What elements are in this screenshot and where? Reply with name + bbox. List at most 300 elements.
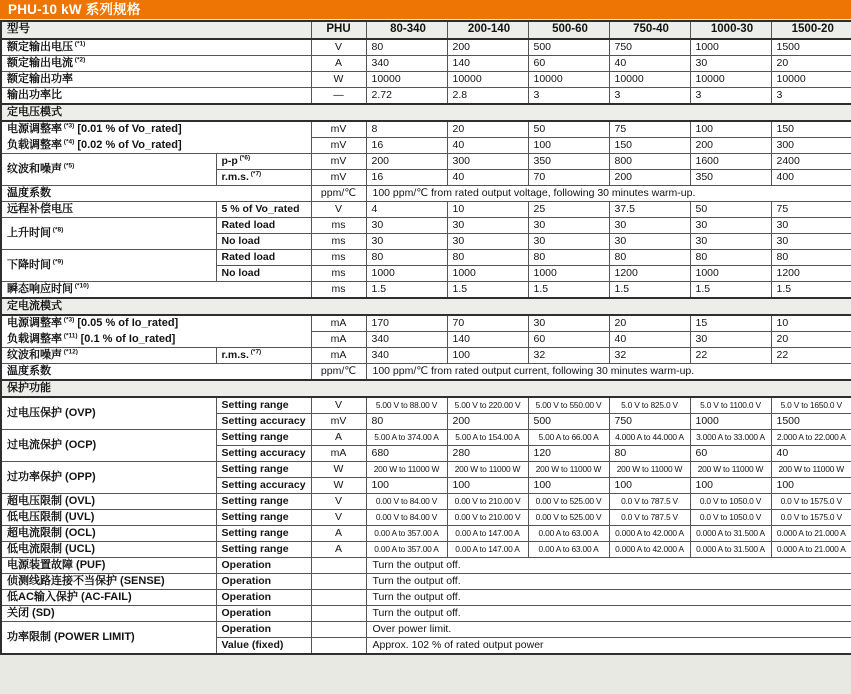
row-cv-temp-coefficient [1, 186, 851, 202]
cell: 3 [528, 88, 609, 105]
cell: 0.00 A to 63.00 A [528, 542, 609, 558]
cell: 3.000 A to 33.000 A [690, 430, 771, 446]
cell: 20 [609, 315, 690, 332]
cell: 120 [528, 446, 609, 462]
cell: W [311, 462, 366, 478]
cell: 140 [447, 332, 528, 348]
row-sense [1, 574, 851, 590]
row-cc-temp-coefficient [1, 364, 851, 381]
cell: 30 [690, 234, 771, 250]
cell: 30 [528, 315, 609, 332]
cell: 1600 [690, 154, 771, 170]
row-rise-time-rated [1, 218, 851, 234]
cell: 50 [528, 121, 609, 138]
cell: 过电压保护 (OVP) [1, 397, 216, 430]
cell: Turn the output off. [366, 590, 851, 606]
cell: mV [311, 138, 366, 154]
row-cv-load-regulation [1, 138, 851, 154]
cell: 1.5 [528, 282, 609, 299]
cell: Operation [216, 590, 311, 606]
cell: 100 [366, 478, 447, 494]
cell: 200 W to 11000 W [528, 462, 609, 478]
cell: 100 [609, 478, 690, 494]
cell: 1500 [771, 39, 851, 56]
cell: 80-340 [366, 21, 447, 39]
cell: Rated load [216, 218, 311, 234]
cell: 30 [447, 218, 528, 234]
title-bar [0, 0, 851, 19]
row-ucl-range [1, 542, 851, 558]
cell: 200 W to 11000 W [447, 462, 528, 478]
cell: 0.00 A to 357.00 A [366, 542, 447, 558]
cell: 5.00 A to 154.00 A [447, 430, 528, 446]
cell: 22 [690, 348, 771, 364]
cell: 200 [366, 154, 447, 170]
cell: 0.00 V to 525.00 V [528, 510, 609, 526]
cell: mV [311, 414, 366, 430]
cell: 30 [771, 218, 851, 234]
cell: 下降时间 $^{(*9)}$ [1, 250, 216, 282]
row-cc-line-regulation [1, 315, 851, 332]
row-puf [1, 558, 851, 574]
cell: 30 [690, 56, 771, 72]
cell: 37.5 [609, 202, 690, 218]
cell: 型号 [1, 21, 311, 39]
row-ac-fail [1, 590, 851, 606]
cell: ms [311, 250, 366, 266]
cell: mA [311, 348, 366, 364]
cell: 关闭 (SD) [1, 606, 216, 622]
cell: 30 [528, 234, 609, 250]
cell: 80 [447, 250, 528, 266]
cell: 16 [366, 170, 447, 186]
cell: ms [311, 282, 366, 299]
cell: 5.00 V to 88.00 V [366, 397, 447, 414]
cell: 340 [366, 332, 447, 348]
cell: 0.00 V to 210.00 V [447, 494, 528, 510]
cell: 1000 [366, 266, 447, 282]
cell: 100 [447, 478, 528, 494]
row-uvl-range [1, 510, 851, 526]
cell: ms [311, 266, 366, 282]
cell: 100 ppm/℃ from rated output voltage, following 30 minutes warm-up. [366, 186, 851, 202]
cell: V [311, 39, 366, 56]
cell [311, 638, 366, 655]
cell: 340 [366, 56, 447, 72]
cell: 上升时间 $^{(*8)}$ [1, 218, 216, 250]
cell: 25 [528, 202, 609, 218]
cell: 200 W to 11000 W [609, 462, 690, 478]
cell: 超电流限制 (OCL) [1, 526, 216, 542]
cell: 200-140 [447, 21, 528, 39]
section-protection [1, 380, 851, 397]
cell: 280 [447, 446, 528, 462]
cell: 100 [528, 138, 609, 154]
cell: 3 [771, 88, 851, 105]
cell: mA [311, 332, 366, 348]
row-cc-ripple-rms [1, 348, 851, 364]
cell: 1000-30 [690, 21, 771, 39]
cell: Turn the output off. [366, 574, 851, 590]
cell: 22 [771, 348, 851, 364]
cell: 纹波和噪声 $^{(*5)}$ [1, 154, 216, 186]
cell [311, 590, 366, 606]
cell: 15 [690, 315, 771, 332]
cell: 30 [771, 234, 851, 250]
cell: 80 [366, 414, 447, 430]
cell: 0.00 A to 357.00 A [366, 526, 447, 542]
cell: Setting range [216, 542, 311, 558]
row-cv-ripple-pp [1, 154, 851, 170]
row-output-power-ratio [1, 88, 851, 105]
row-cv-line-regulation [1, 121, 851, 138]
cell: r.m.s. $^{(*7)}$ [216, 170, 311, 186]
cell: mV [311, 170, 366, 186]
cell: 电源调整率 $^{(*3)}$ [0.01 % of Vo_rated] [1, 121, 311, 138]
cell: 1000 [690, 266, 771, 282]
cell: 60 [690, 446, 771, 462]
cell: 80 [366, 250, 447, 266]
cell [311, 574, 366, 590]
cell: 170 [366, 315, 447, 332]
cell: 350 [690, 170, 771, 186]
row-fall-time-rated [1, 250, 851, 266]
cell: 80 [690, 250, 771, 266]
cell: 2.000 A to 22.000 A [771, 430, 851, 446]
cell: p-p $^{(*6)}$ [216, 154, 311, 170]
cell: 140 [447, 56, 528, 72]
cell: Turn the output off. [366, 606, 851, 622]
cell: 保护功能 [1, 380, 851, 397]
cell: 低AC输入保护 (AC-FAIL) [1, 590, 216, 606]
cell: 0.0 V to 1050.0 V [690, 510, 771, 526]
cell: 功率限制 (POWER LIMIT) [1, 622, 216, 655]
cell: 额定输出电压 $^{(*1)}$ [1, 39, 311, 56]
cell: 200 [690, 138, 771, 154]
cell: 5.00 V to 550.00 V [528, 397, 609, 414]
cell: 1200 [609, 266, 690, 282]
cell: 200 [609, 170, 690, 186]
cell: 30 [609, 234, 690, 250]
cell: 300 [771, 138, 851, 154]
cell: Setting range [216, 430, 311, 446]
cell: 400 [771, 170, 851, 186]
row-ocp-range [1, 430, 851, 446]
cell: 5.0 V to 1100.0 V [690, 397, 771, 414]
cell: 1500-20 [771, 21, 851, 39]
cell: 1000 [528, 266, 609, 282]
cell: 0.00 A to 147.00 A [447, 542, 528, 558]
cell: 20 [771, 56, 851, 72]
cell: ppm/℃ [311, 186, 366, 202]
cell: 额定输出功率 [1, 72, 311, 88]
cell [311, 558, 366, 574]
cell: 0.0 V to 1050.0 V [690, 494, 771, 510]
cell: 负载调整率 $^{(*4)}$ [0.02 % of Vo_rated] [1, 138, 311, 154]
cell: 750-40 [609, 21, 690, 39]
cell: W [311, 72, 366, 88]
cell: 30 [447, 234, 528, 250]
cell: 0.00 V to 210.00 V [447, 510, 528, 526]
cell: 100 [447, 348, 528, 364]
cell: 负载调整率 $^{(*11)}$ [0.1 % of Io_rated] [1, 332, 311, 348]
cell: 20 [771, 332, 851, 348]
cell: 200 [447, 414, 528, 430]
cell: 定电压模式 [1, 104, 851, 121]
cell: 200 [447, 39, 528, 56]
cell: 30 [366, 218, 447, 234]
cell: 50 [690, 202, 771, 218]
cell: 80 [609, 446, 690, 462]
cell: mA [311, 446, 366, 462]
cell: 500 [528, 39, 609, 56]
cell: Operation [216, 606, 311, 622]
cell: No load [216, 234, 311, 250]
cell: 100 [528, 478, 609, 494]
cell: 1.5 [690, 282, 771, 299]
cell: 低电流限制 (UCL) [1, 542, 216, 558]
cell: mV [311, 154, 366, 170]
cell: 80 [771, 250, 851, 266]
cell: Setting range [216, 462, 311, 478]
cell: 200 W to 11000 W [366, 462, 447, 478]
cell: 3 [690, 88, 771, 105]
cell: Value (fixed) [216, 638, 311, 655]
cell: 200 W to 11000 W [771, 462, 851, 478]
section-cv-mode [1, 104, 851, 121]
cell: A [311, 430, 366, 446]
row-sd [1, 606, 851, 622]
row-rated-output-current [1, 56, 851, 72]
cell: 1.5 [771, 282, 851, 299]
cell: 4 [366, 202, 447, 218]
cell: 300 [447, 154, 528, 170]
cell: 5 % of Vo_rated [216, 202, 311, 218]
cell: Setting range [216, 494, 311, 510]
cell: 10000 [771, 72, 851, 88]
cell: 3 [609, 88, 690, 105]
row-rated-output-voltage [1, 39, 851, 56]
cell: 10000 [690, 72, 771, 88]
cell: 0.0 V to 1575.0 V [771, 510, 851, 526]
cell: 40 [447, 170, 528, 186]
page-title: PHU-10 kW 系列规格 [8, 2, 141, 17]
cell: A [311, 56, 366, 72]
cell: 100 [690, 478, 771, 494]
cell: 0.000 A to 31.500 A [690, 542, 771, 558]
cell: — [311, 88, 366, 105]
cell: 2.72 [366, 88, 447, 105]
cell: 0.0 V to 787.5 V [609, 510, 690, 526]
cell: 350 [528, 154, 609, 170]
cell: W [311, 478, 366, 494]
cell: 800 [609, 154, 690, 170]
cell: 100 [690, 121, 771, 138]
cell: 侦测线路连接不当保护 (SENSE) [1, 574, 216, 590]
cell: 温度系数 [1, 186, 311, 202]
cell: Setting range [216, 526, 311, 542]
cell: 0.00 A to 147.00 A [447, 526, 528, 542]
cell: Over power limit. [366, 622, 851, 638]
cell: 1.5 [447, 282, 528, 299]
cell: 0.000 A to 21.000 A [771, 542, 851, 558]
cell: Setting accuracy [216, 446, 311, 462]
cell: 0.0 V to 787.5 V [609, 494, 690, 510]
cell: 200 W to 11000 W [690, 462, 771, 478]
cell: 40 [609, 56, 690, 72]
cell: 60 [528, 56, 609, 72]
cell: 30 [690, 332, 771, 348]
row-transient-response [1, 282, 851, 299]
cell: 16 [366, 138, 447, 154]
cell: 电源调整率 $^{(*3)}$ [0.05 % of Io_rated] [1, 315, 311, 332]
header-row [1, 21, 851, 39]
row-opp-range [1, 462, 851, 478]
cell: 500 [528, 414, 609, 430]
cell: 680 [366, 446, 447, 462]
row-ocl-range [1, 526, 851, 542]
cell: 10000 [447, 72, 528, 88]
cell: 0.00 V to 84.00 V [366, 494, 447, 510]
cell [311, 606, 366, 622]
cell: 1000 [447, 266, 528, 282]
cell: 10 [447, 202, 528, 218]
cell: 32 [528, 348, 609, 364]
cell: 30 [366, 234, 447, 250]
cell: 500-60 [528, 21, 609, 39]
cell: ms [311, 234, 366, 250]
cell: Operation [216, 574, 311, 590]
cell: 40 [771, 446, 851, 462]
cell: Setting range [216, 510, 311, 526]
cell: 10000 [609, 72, 690, 88]
cell: 340 [366, 348, 447, 364]
cell: 40 [447, 138, 528, 154]
cell: ms [311, 218, 366, 234]
cell: 4.000 A to 44.000 A [609, 430, 690, 446]
row-remote-sense-voltage [1, 202, 851, 218]
cell: V [311, 202, 366, 218]
row-ovp-range [1, 397, 851, 414]
cell: Setting accuracy [216, 414, 311, 430]
cell: 60 [528, 332, 609, 348]
cell: 30 [609, 218, 690, 234]
cell: 30 [528, 218, 609, 234]
cell: 5.00 A to 374.00 A [366, 430, 447, 446]
cell: 2400 [771, 154, 851, 170]
cell: 0.000 A to 42.000 A [609, 526, 690, 542]
cell: 输出功率比 [1, 88, 311, 105]
cell: 10000 [528, 72, 609, 88]
cell: 1.5 [609, 282, 690, 299]
cell: 1000 [690, 414, 771, 430]
spec-table [0, 20, 851, 655]
cell: Operation [216, 558, 311, 574]
section-cc-mode [1, 298, 851, 315]
cell: 0.00 V to 525.00 V [528, 494, 609, 510]
cell: 过电流保护 (OCP) [1, 430, 216, 462]
cell: 750 [609, 414, 690, 430]
cell: 40 [609, 332, 690, 348]
cell: 0.0 V to 1575.0 V [771, 494, 851, 510]
cell: 超电压限制 (OVL) [1, 494, 216, 510]
cell: 0.00 V to 84.00 V [366, 510, 447, 526]
cell: 低电压限制 (UVL) [1, 510, 216, 526]
cell: Setting accuracy [216, 478, 311, 494]
cell: 20 [447, 121, 528, 138]
cell: 远程补偿电压 [1, 202, 216, 218]
cell: 750 [609, 39, 690, 56]
cell: 纹波和噪声 $^{(*12)}$ [1, 348, 216, 364]
cell: V [311, 510, 366, 526]
cell: 0.00 A to 63.00 A [528, 526, 609, 542]
row-ovl-range [1, 494, 851, 510]
cell: 75 [771, 202, 851, 218]
cell: 电源装置故障 (PUF) [1, 558, 216, 574]
cell: r.m.s. $^{(*7)}$ [216, 348, 311, 364]
cell: mV [311, 121, 366, 138]
cell: 75 [609, 121, 690, 138]
cell: Turn the output off. [366, 558, 851, 574]
cell: Operation [216, 622, 311, 638]
cell: 5.0 V to 1650.0 V [771, 397, 851, 414]
cell: Setting range [216, 397, 311, 414]
cell: 1500 [771, 414, 851, 430]
cell: 2.8 [447, 88, 528, 105]
cell: 30 [690, 218, 771, 234]
cell: Approx. 102 % of rated output power [366, 638, 851, 655]
cell: mA [311, 315, 366, 332]
cell: 额定输出电流 $^{(*2)}$ [1, 56, 311, 72]
spec-table-body [1, 21, 851, 654]
cell: A [311, 526, 366, 542]
cell: 温度系数 [1, 364, 311, 381]
cell: 瞬态响应时间 $^{(*10)}$ [1, 282, 311, 299]
cell: 1200 [771, 266, 851, 282]
cell: 定电流模式 [1, 298, 851, 315]
cell: 32 [609, 348, 690, 364]
cell: A [311, 542, 366, 558]
cell: 100 ppm/℃ from rated output current, following 30 minutes warm-up. [366, 364, 851, 381]
cell: No load [216, 266, 311, 282]
cell: 过功率保护 (OPP) [1, 462, 216, 494]
cell: 1000 [690, 39, 771, 56]
cell: 80 [366, 39, 447, 56]
cell: V [311, 494, 366, 510]
cell: 0.000 A to 42.000 A [609, 542, 690, 558]
cell: Rated load [216, 250, 311, 266]
cell: 150 [771, 121, 851, 138]
cell: 80 [609, 250, 690, 266]
cell: 8 [366, 121, 447, 138]
cell: 10000 [366, 72, 447, 88]
cell: 0.000 A to 31.500 A [690, 526, 771, 542]
cell: 5.0 V to 825.0 V [609, 397, 690, 414]
row-cc-load-regulation [1, 332, 851, 348]
cell: 5.00 V to 220.00 V [447, 397, 528, 414]
cell: 1.5 [366, 282, 447, 299]
cell [311, 622, 366, 638]
cell: 70 [528, 170, 609, 186]
row-rated-output-power [1, 72, 851, 88]
cell: ppm/℃ [311, 364, 366, 381]
cell: V [311, 397, 366, 414]
row-power-limit-operation [1, 622, 851, 638]
cell: 150 [609, 138, 690, 154]
cell: 5.00 A to 66.00 A [528, 430, 609, 446]
cell: 80 [528, 250, 609, 266]
cell: 100 [771, 478, 851, 494]
